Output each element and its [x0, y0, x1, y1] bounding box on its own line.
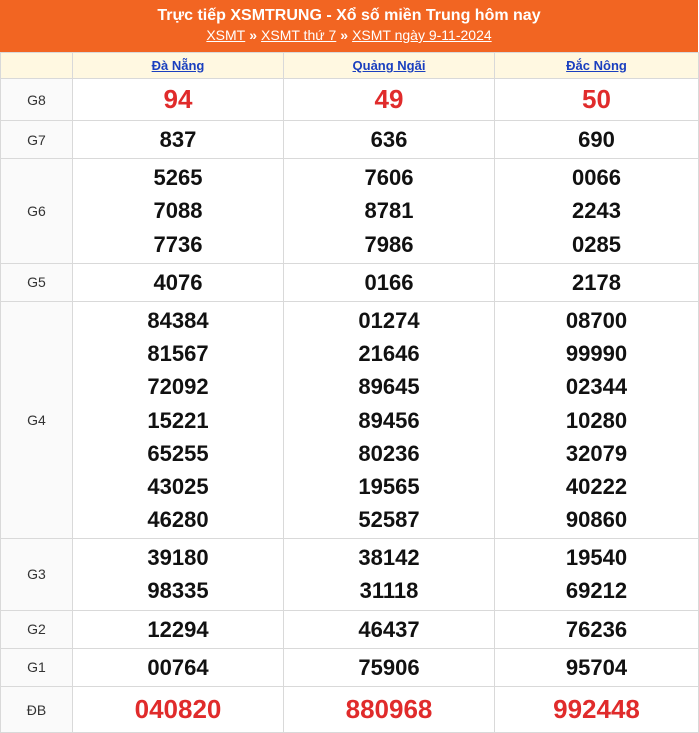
results-table	[0, 52, 699, 733]
prize-number: 7986	[364, 231, 414, 257]
prize-number: 7088	[153, 198, 203, 224]
prize-number: 2243	[572, 198, 621, 224]
prize-cell	[73, 301, 284, 538]
prize-cell	[73, 539, 284, 610]
prize-number: 0285	[572, 231, 621, 257]
prize-label: G8	[1, 79, 73, 121]
prize-number: 992448	[553, 693, 640, 724]
prize-number: 4076	[153, 269, 203, 295]
prize-cell	[284, 159, 495, 264]
breadcrumb	[0, 26, 698, 44]
prize-cell	[284, 301, 495, 538]
prize-number: 837	[159, 127, 197, 152]
prize-number: 43025	[147, 473, 209, 499]
breadcrumb-xsmt-thu-7[interactable]: XSMT thứ 7	[261, 27, 337, 43]
prize-number: 5265	[153, 165, 203, 191]
prize-number: 7736	[153, 231, 203, 257]
prize-cell	[73, 610, 284, 648]
prize-cell	[284, 263, 495, 301]
prize-number: 99990	[565, 341, 628, 367]
prize-number: 08700	[565, 307, 628, 333]
province-link-da-nang[interactable]: Đà Nẵng	[151, 58, 205, 73]
prize-number: 32079	[565, 440, 628, 466]
prize-cell	[495, 539, 699, 610]
prize-label: G1	[1, 648, 73, 686]
prize-number: 12294	[147, 616, 209, 642]
prize-number: 98335	[147, 578, 209, 604]
prize-number: 7606	[364, 165, 414, 191]
prize-label: G4	[1, 301, 73, 538]
province-header-row	[1, 53, 699, 79]
prize-number: 75906	[358, 654, 420, 680]
prize-number: 69212	[565, 578, 628, 604]
prize-number: 19565	[358, 473, 420, 499]
prize-cell	[495, 610, 699, 648]
prize-row-g1	[1, 648, 699, 686]
prize-cell	[495, 687, 699, 733]
prize-number: 15221	[147, 407, 209, 433]
prize-number: 39180	[147, 545, 209, 571]
page-title: Trực tiếp XSMTRUNG - Xổ số miền Trung hôm nay	[157, 7, 541, 24]
prize-number: 10280	[565, 407, 628, 433]
prize-number: 636	[370, 127, 408, 152]
prize-number: 38142	[358, 545, 420, 571]
prize-cell	[73, 263, 284, 301]
prize-number: 94	[163, 83, 193, 114]
prize-number: 00764	[147, 654, 209, 680]
prize-cell	[73, 121, 284, 159]
prize-cell	[284, 610, 495, 648]
breadcrumb-separator: »	[340, 27, 349, 43]
prize-column-header	[1, 53, 73, 79]
prize-number: 01274	[358, 307, 420, 333]
prize-cell	[284, 539, 495, 610]
prize-number: 50	[582, 83, 611, 114]
prize-label: G2	[1, 610, 73, 648]
prize-number: 46280	[147, 507, 209, 533]
prize-number: 040820	[134, 693, 222, 724]
prize-cell	[495, 121, 699, 159]
prize-label: G3	[1, 539, 73, 610]
prize-cell	[73, 687, 284, 733]
prize-number: 0166	[364, 269, 414, 295]
prize-cell	[284, 648, 495, 686]
breadcrumb-xsmt-date[interactable]: XSMT ngày 9-11-2024	[352, 27, 492, 43]
prize-cell	[495, 159, 699, 264]
prize-cell	[284, 121, 495, 159]
prize-row-g2	[1, 610, 699, 648]
prize-number: 49	[374, 83, 404, 114]
prize-cell	[495, 263, 699, 301]
prize-row-g7	[1, 121, 699, 159]
prize-number: 89456	[358, 407, 420, 433]
prize-cell	[73, 648, 284, 686]
prize-number: 76236	[565, 616, 628, 642]
prize-number: 19540	[565, 545, 628, 571]
prize-number: 880968	[345, 693, 433, 724]
prize-number: 95704	[565, 654, 628, 680]
prize-number: 52587	[358, 507, 420, 533]
prize-cell	[73, 79, 284, 121]
prize-number: 81567	[147, 341, 209, 367]
prize-label: G6	[1, 159, 73, 264]
prize-row-g4	[1, 301, 699, 538]
prize-cell	[73, 159, 284, 264]
prize-number: 89645	[358, 374, 420, 400]
province-link-quang-ngai[interactable]: Quảng Ngãi	[352, 58, 426, 73]
prize-number: 690	[578, 127, 615, 152]
prize-number: 72092	[147, 374, 209, 400]
prize-row-g5	[1, 263, 699, 301]
prize-number: 02344	[565, 374, 628, 400]
breadcrumb-xsmt[interactable]: XSMT	[206, 27, 246, 43]
prize-number: 40222	[565, 473, 628, 499]
prize-number: 80236	[358, 440, 420, 466]
prize-number: 65255	[147, 440, 209, 466]
prize-row-g3	[1, 539, 699, 610]
prize-number: 84384	[147, 307, 209, 333]
prize-number: 90860	[565, 507, 628, 533]
prize-number: 0066	[572, 165, 621, 191]
prize-cell	[284, 79, 495, 121]
page-header	[0, 0, 698, 52]
prize-body	[1, 79, 699, 733]
prize-number: 46437	[358, 616, 420, 642]
prize-row-g6	[1, 159, 699, 264]
prize-number: 21646	[358, 341, 420, 367]
prize-label: ĐB	[1, 687, 73, 733]
prize-number: 8781	[364, 198, 414, 224]
province-link-dac-nong[interactable]: Đắc Nông	[566, 58, 627, 73]
prize-label: G7	[1, 121, 73, 159]
prize-label: G5	[1, 263, 73, 301]
prize-row-g8	[1, 79, 699, 121]
prize-number: 2178	[572, 269, 621, 295]
prize-cell	[495, 301, 699, 538]
breadcrumb-separator: »	[249, 27, 258, 43]
prize-cell	[284, 687, 495, 733]
prize-cell	[495, 648, 699, 686]
prize-row-đb	[1, 687, 699, 733]
prize-number: 31118	[359, 578, 419, 604]
prize-cell	[495, 79, 699, 121]
